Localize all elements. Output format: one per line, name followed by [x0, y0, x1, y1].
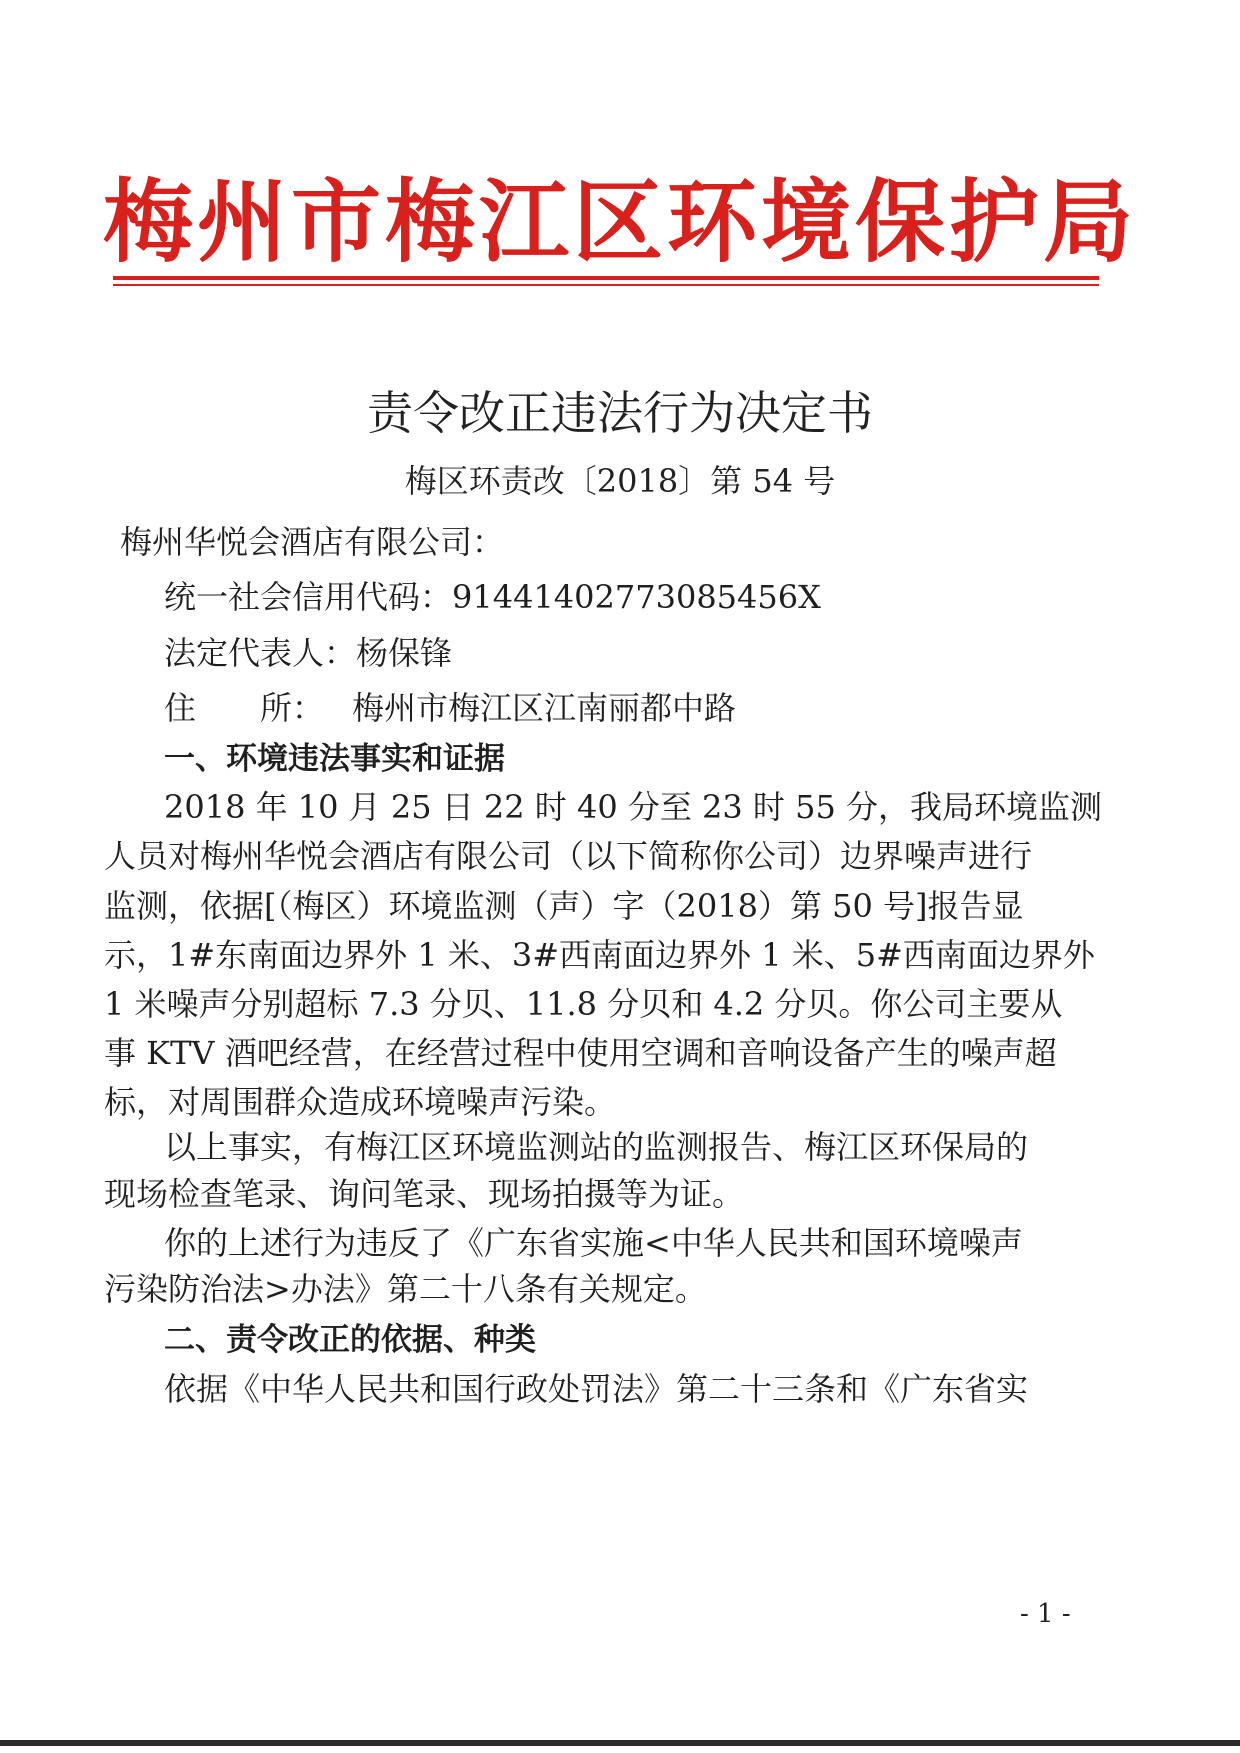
recipient-name: 梅州华悦会酒店有限公司： [120, 523, 505, 561]
address-label: 住 所： [164, 689, 325, 727]
letterhead-agency-name: 梅州市梅江区环境保护局 [103, 170, 1137, 275]
section-1-line: 以上事实，有梅江区环境监测站的监测报告、梅江区环保局的 [164, 1128, 1029, 1166]
section-1-line: 标，对周围群众造成环境噪声污染。 [104, 1083, 617, 1121]
section-1-line: 事 KTV 酒吧经营，在经营过程中使用空调和音响设备产生的噪声超 [104, 1034, 1057, 1072]
section-1-line: 示，1#东南面边界外 1 米、3#西南面边界外 1 米、5#西南面边界外 [104, 936, 1095, 974]
section-1-line: 现场检查笔录、询问笔录、现场拍摄等为证。 [104, 1175, 745, 1213]
section-1-line: 监测，依据[（梅区）环境监测（声）字（2018）第 50 号]报告显 [104, 887, 1024, 925]
section-1-line: 1 米噪声分别超标 7.3 分贝、11.8 分贝和 4.2 分贝。你公司主要从 [104, 985, 1063, 1023]
section-2-heading: 二、责令改正的依据、种类 [164, 1322, 536, 1358]
section-1-heading: 一、环境违法事实和证据 [164, 741, 505, 777]
document-title: 责令改正违法行为决定书 [367, 386, 873, 440]
recipient-address [164, 680, 736, 736]
scan-bottom-edge [0, 1740, 1240, 1746]
page-number: - 1 - [1020, 1599, 1071, 1629]
section-1-line: 你的上述行为违反了《广东省实施<中华人民共和国环境噪声 [164, 1224, 1023, 1262]
letterhead-rule-thin [113, 284, 1099, 286]
recipient-credit-code: 统一社会信用代码：91441402773085456X [164, 578, 821, 616]
section-1-line: 2018 年 10 月 25 日 22 时 40 分至 23 时 55 分，我局环境监测 [164, 788, 1102, 826]
section-2-line: 依据《中华人民共和国行政处罚法》第二十三条和《广东省实 [164, 1370, 1029, 1408]
section-1-line: 污染防治法>办法》第二十八条有关规定。 [104, 1270, 707, 1308]
section-1-line: 人员对梅州华悦会酒店有限公司（以下简称你公司）边界噪声进行 [104, 837, 1033, 875]
letterhead-rule [113, 276, 1099, 280]
recipient-legal-representative: 法定代表人：杨保锋 [164, 634, 453, 672]
address-value: 梅州市梅江区江南丽都中路 [352, 689, 737, 727]
document-number: 梅区环责改〔2018〕第 54 号 [404, 462, 836, 500]
